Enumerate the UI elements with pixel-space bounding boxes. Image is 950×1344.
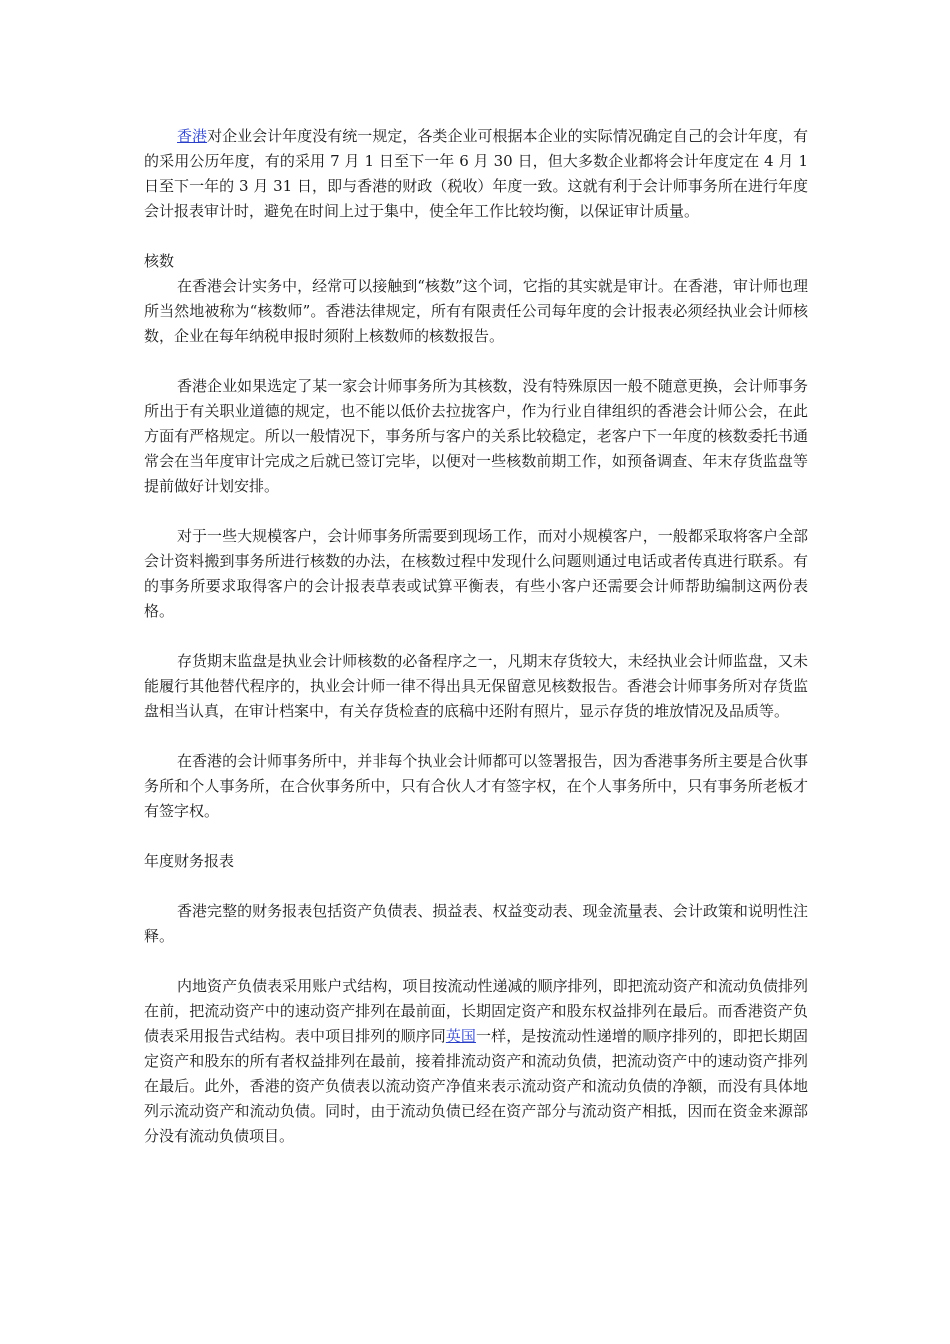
uk-link[interactable]: 英国	[445, 1027, 477, 1045]
paragraph-balance-sheet	[144, 974, 808, 1149]
balance-sheet-text-before: 内地资产负债表采用账户式结构，项目按流动性递减的顺序排列，即把流动资产和流动负债排列在前，把流动资产中的速动资产排列在最前面，长期固定资产和股东权益排列在最后。而香港资产负债表采用报告式结构。表中项目排列的顺序同	[144, 977, 808, 1045]
paragraph-report-components: 香港完整的财务报表包括资产负债表、损益表、权益变动表、现金流量表、会计政策和说明性注释。	[144, 902, 808, 945]
paragraph-inventory: 存货期末监盘是执业会计师核数的必备程序之一，凡期末存货较大，未经执业会计师监盘，又未能履行其他替代程序的，执业会计师一律不得出具无保留意见核数报告。香港会计师事务所对存货监盘相当认真，在审计档案中，有关存货检查的底稿中还附有照片，显示存货的堆放情况及品质等。	[144, 652, 808, 720]
paragraph-auditor-selection: 香港企业如果选定了某一家会计师事务所为其核数，没有特殊原因一般不随意更换，会计师事务所出于有关职业道德的规定，也不能以低价去拉拢客户，作为行业自律组织的香港会计师公会，在此方面有严格规定。所以一般情况下，事务所与客户的关系比较稳定，老客户下一年度的核数委托书通常会在当年度审计完成之后就已签订完毕，以便对一些核数前期工作，如预备调查、年末存货监盘等提前做好计划安排。	[144, 377, 808, 495]
heading-annual-reports: 年度财务报表	[144, 852, 235, 870]
document-body	[144, 124, 808, 1174]
hongkong-link[interactable]: 香港	[177, 127, 208, 145]
paragraph-audit-intro: 在香港会计实务中，经常可以接触到“核数”这个词，它指的其实就是审计。在香港，审计师也理所当然地被称为“核数师”。香港法律规定，所有有限责任公司每年度的会计报表必须经执业会计师核数，企业在每年纳税申报时须附上核数师的核数报告。	[144, 277, 808, 345]
heading-audit: 核数	[144, 252, 175, 270]
paragraph-fiscal-year	[144, 124, 808, 224]
balance-sheet-text-after: 一样，是按流动性递增的顺序排列的，即把长期固定资产和股东的所有者权益排列在最前，接着排流动资产和流动负债，把流动资产中的速动资产排列在最后。此外，香港的资产负债表以流动资产净值来表示流动资产和流动负债的净额，而没有具体地列示流动资产和流动负债。同时，由于流动负债已经在资产部分与流动资产相抵，因而在资金来源部分没有流动负债项目。	[144, 1027, 808, 1145]
paragraph-fiscal-year-text: 对企业会计年度没有统一规定，各类企业可根据本企业的实际情况确定自己的会计年度，有的采用公历年度，有的采用 7 月 1 日至下一年 6 月 30 日，但大多数企业都将会计年度定在 4 月 1 日至下一年的 3 月 31 日，即与香港的财政（税收）年度一致。这就有利于会计师事务所在进行年度会计报表审计时，避免在时间上过于集中，使全年工作比较均衡，以保证审计质量。	[144, 127, 808, 220]
paragraph-client-size: 对于一些大规模客户，会计师事务所需要到现场工作，而对小规模客户，一般都采取将客户全部会计资料搬到事务所进行核数的办法，在核数过程中发现什么问题则通过电话或者传真进行联系。有的事务所要求取得客户的会计报表草表或试算平衡表，有些小客户还需要会计师帮助编制这两份表格。	[144, 527, 808, 620]
paragraph-signing-rights: 在香港的会计师事务所中，并非每个执业会计师都可以签署报告，因为香港事务所主要是合伙事务所和个人事务所，在合伙事务所中，只有合伙人才有签字权，在个人事务所中，只有事务所老板才有签字权。	[144, 752, 808, 820]
